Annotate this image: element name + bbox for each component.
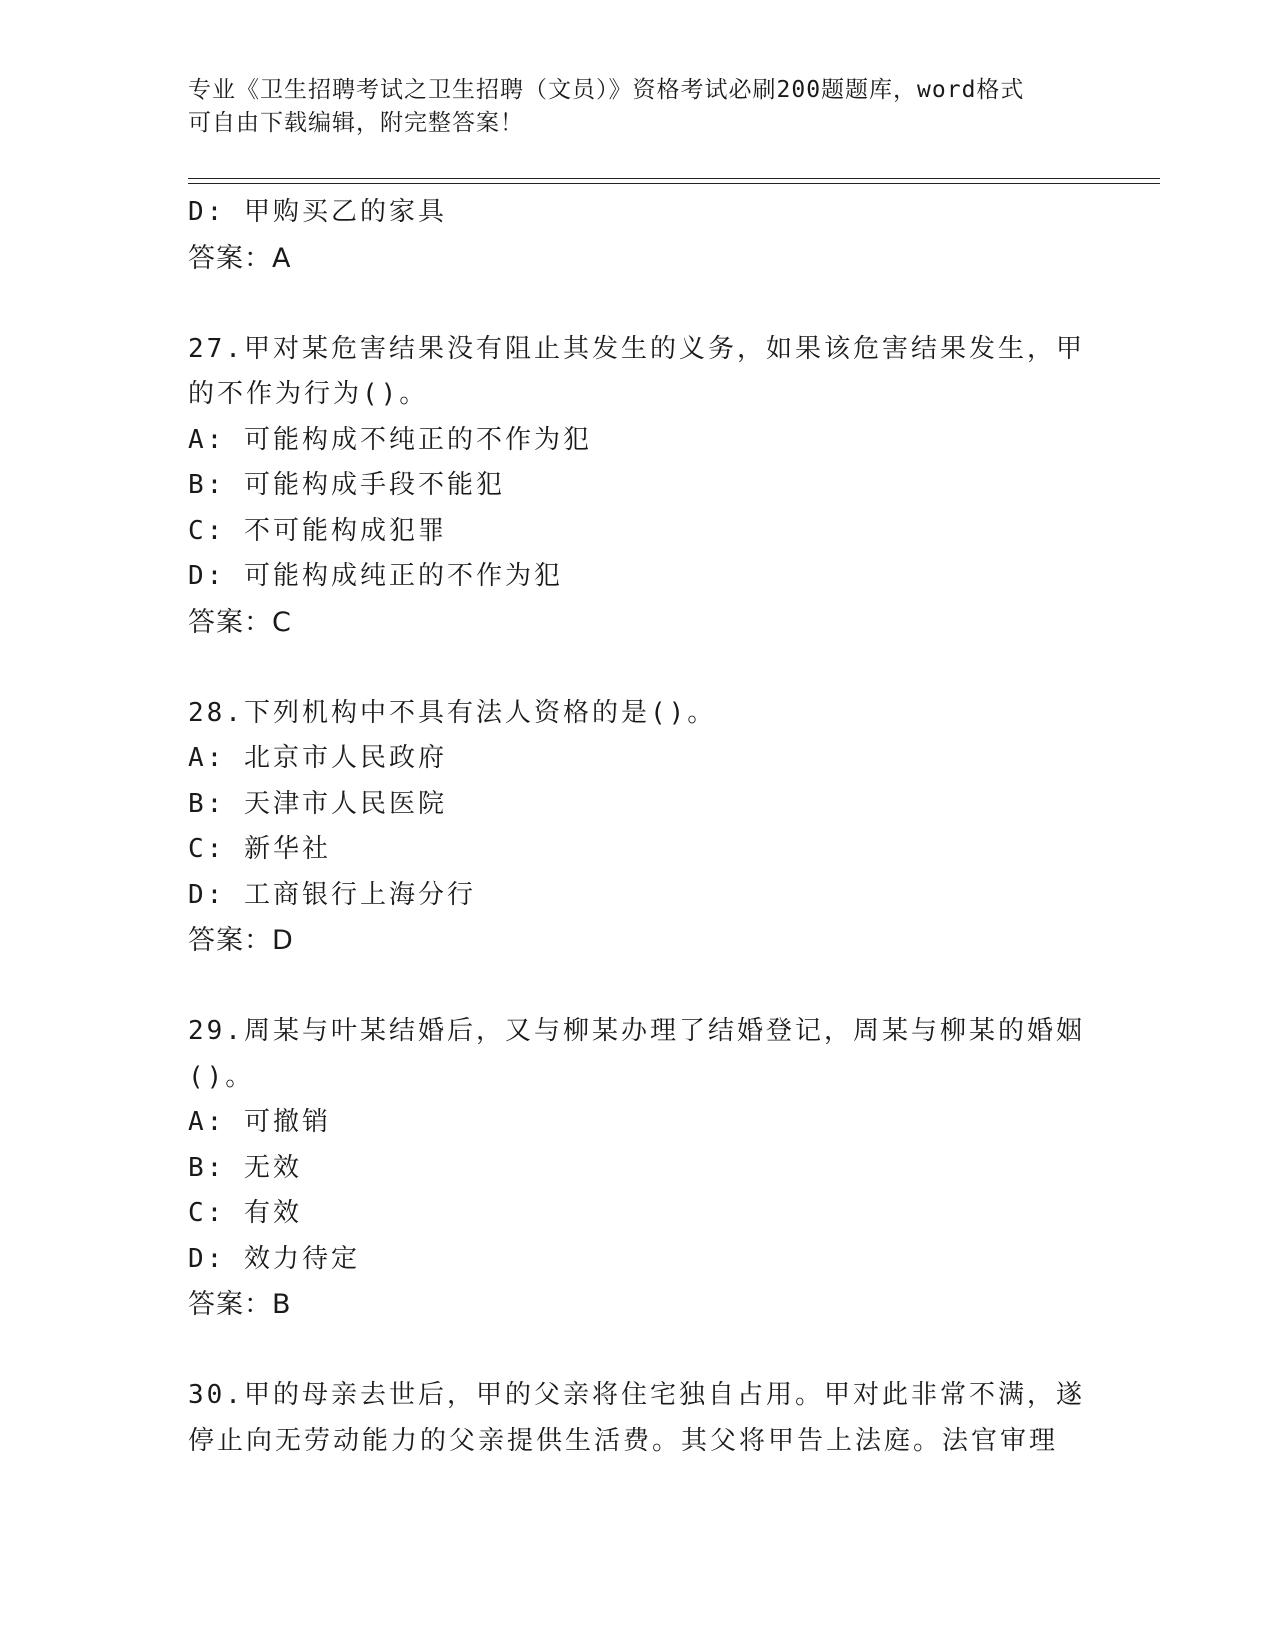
spacer <box>188 1328 1088 1374</box>
question-list <box>188 190 1088 1464</box>
option-d: D: 工商银行上海分行 <box>188 879 476 910</box>
spacer <box>188 964 1088 1010</box>
header-line-2: 可自由下载编辑，附完整答案！ <box>188 110 524 136</box>
question-stem: 29.周某与叶某结婚后，又与柳某办理了结婚登记，周某与柳某的婚姻 <box>188 1016 1085 1046</box>
option-a: A: 北京市人民政府 <box>188 743 447 773</box>
option-d: D: 可能构成纯正的不作为犯 <box>188 561 563 591</box>
question-stem: 27.甲对某危害结果没有阻止其发生的义务，如果该危害结果发生，甲 <box>188 333 1085 364</box>
page-header <box>188 74 1088 140</box>
option-b: B: 天津市人民医院 <box>188 788 447 819</box>
option-a: A: 可撤销 <box>188 1107 331 1137</box>
header-line-1: 专业《卫生招聘考试之卫生招聘（文员）》资格考试必刷200题题库，word格式 <box>188 77 1025 103</box>
spacer <box>188 645 1088 691</box>
question-stem: ()。 <box>188 1061 255 1092</box>
question-stem: 28.下列机构中不具有法人资格的是()。 <box>188 697 717 728</box>
question-stem: 的不作为行为()。 <box>188 379 429 409</box>
option-c: C: 新华社 <box>188 834 331 864</box>
question-29 <box>188 1009 1088 1328</box>
option-a: A: 可能构成不纯正的不作为犯 <box>188 424 592 455</box>
question-stem: 停止向无劳动能力的父亲提供生活费。其父将甲告上法庭。法官审理 <box>188 1425 1059 1456</box>
option-d: D: 效力待定 <box>188 1243 360 1274</box>
answer: 答案：D <box>188 925 294 956</box>
option-b: B: 可能构成手段不能犯 <box>188 470 505 500</box>
option-c: C: 有效 <box>188 1198 302 1228</box>
question-27 <box>188 327 1088 646</box>
answer: 答案：B <box>188 1289 292 1320</box>
header-rule-top <box>188 178 1160 179</box>
question-28 <box>188 691 1088 964</box>
question-prev <box>188 190 1088 281</box>
answer: 答案：C <box>188 606 292 638</box>
header-rule-bottom <box>188 183 1160 184</box>
option-b: B: 无效 <box>188 1152 302 1183</box>
option-c: C: 不可能构成犯罪 <box>188 515 447 546</box>
question-stem: 30.甲的母亲去世后，甲的父亲将住宅独自占用。甲对此非常不满，遂 <box>188 1380 1085 1410</box>
option-d: D: 甲购买乙的家具 <box>188 197 447 227</box>
question-30 <box>188 1373 1088 1464</box>
answer: 答案：A <box>188 242 292 274</box>
spacer <box>188 281 1088 327</box>
